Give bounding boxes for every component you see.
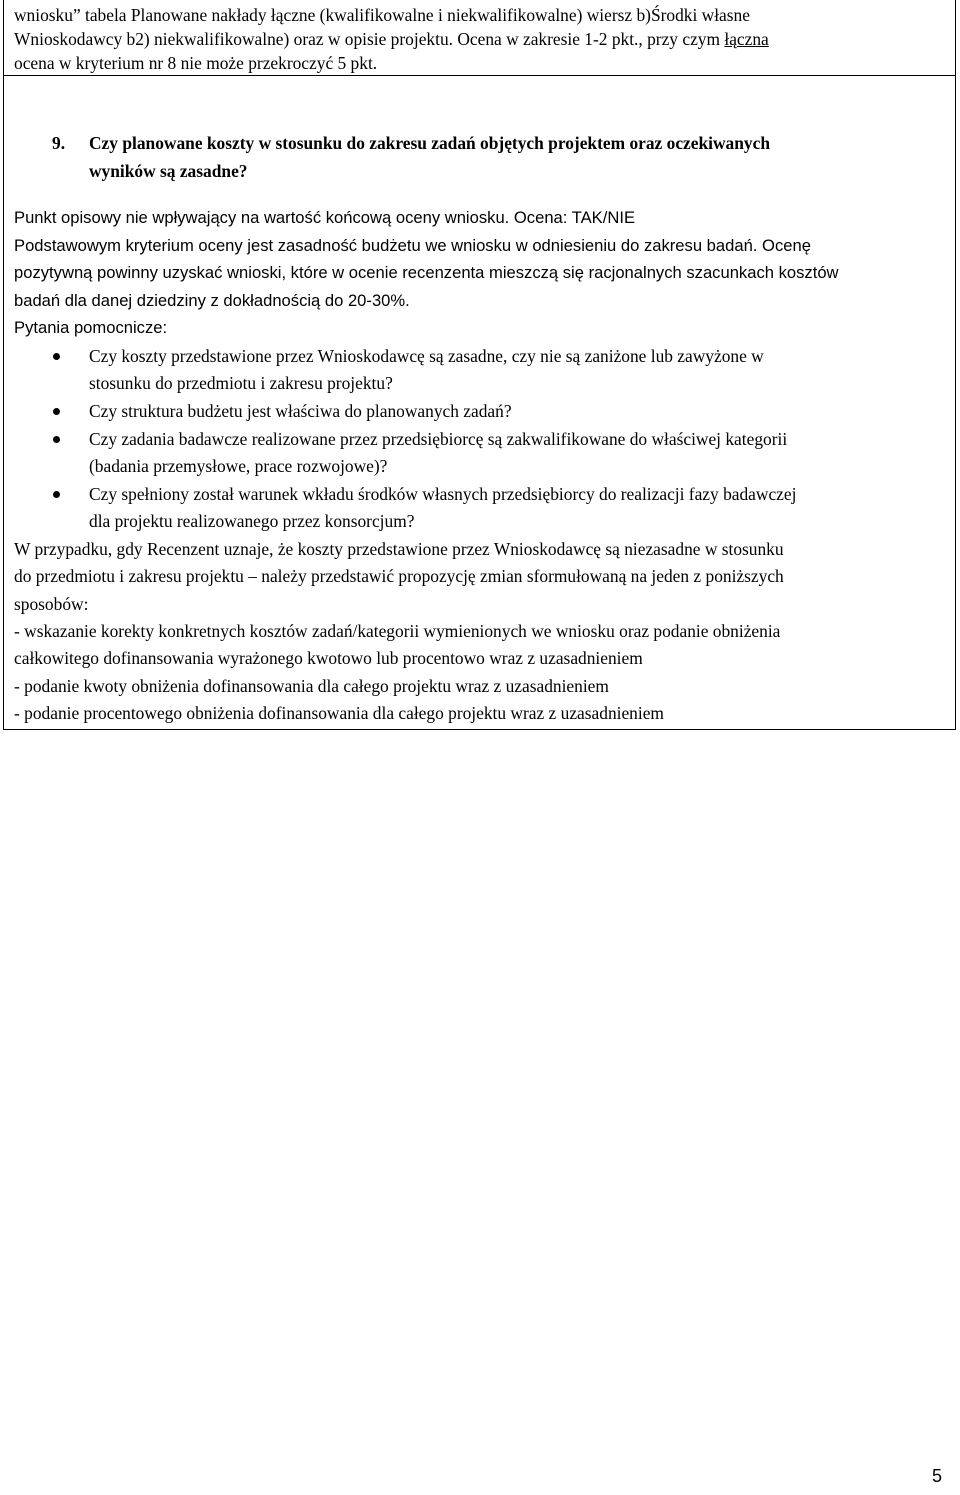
- bullet-icon: [53, 353, 60, 360]
- questions-label: Pytania pomocnicze:: [14, 318, 168, 337]
- question-1-line-1: Czy koszty przedstawione przez Wnioskodawcę są zasadne, czy nie są zaniżone lub zawyżone w: [89, 346, 764, 366]
- paragraph-2-line-1: W przypadku, gdy Recenzent uznaje, że koszty przedstawione przez Wnioskodawcę są niezasadne w stosunku: [14, 539, 784, 559]
- question-4-line-2: dla projektu realizowanego przez konsorcjum?: [89, 511, 415, 531]
- section-description: Punkt opisowy nie wpływający na wartość końcową oceny wniosku. Ocena: TAK/NIE: [14, 208, 636, 227]
- paragraph-2-line-4: - wskazanie korekty konkretnych kosztów zadań/kategorii wymienionych we wniosku oraz podanie obniżenia: [14, 621, 781, 641]
- top-text-line-2: [14, 28, 769, 50]
- paragraph-1-line-1: Podstawowym kryterium oceny jest zasadność budżetu we wniosku w odniesieniu do zakresu badań. Ocenę: [14, 236, 811, 255]
- section-heading-line-2: wyników są zasadne?: [89, 161, 248, 181]
- top-text-line-2-main: Wnioskodawcy b2) niekwalifikowalne) oraz w opisie projektu. Ocena w zakresie 1-2 pkt., przy czym: [14, 29, 725, 49]
- top-text-line-3: ocena w kryterium nr 8 nie może przekroczyć 5 pkt.: [14, 53, 378, 73]
- paragraph-1-line-2: pozytywną powinny uzyskać wnioski, które w ocenie recenzenta mieszczą się racjonalnych szacunkach kosztów: [14, 263, 839, 282]
- question-3-line-2: (badania przemysłowe, prace rozwojowe)?: [89, 456, 388, 476]
- question-3-line-1: Czy zadania badawcze realizowane przez przedsiębiorcę są zakwalifikowane do właściwej kategorii: [89, 429, 788, 449]
- underlined-word: łączna: [724, 29, 769, 49]
- section-heading-line-1: Czy planowane koszty w stosunku do zakresu zadań objętych projektem oraz oczekiwanych: [89, 133, 770, 153]
- paragraph-2-line-2: do przedmiotu i zakresu projektu – należy przedstawić propozycję zmian sformułowaną na jeden z poniższych: [14, 566, 784, 586]
- paragraph-2-line-7: - podanie procentowego obniżenia dofinansowania dla całego projektu wraz z uzasadnieniem: [14, 703, 664, 723]
- bullet-icon: [53, 491, 60, 498]
- question-1-line-2: stosunku do przedmiotu i zakresu projektu?: [89, 373, 393, 393]
- paragraph-1-line-3: badań dla danej dziedziny z dokładnością do 20-30%.: [14, 291, 410, 310]
- question-2-line-1: Czy struktura budżetu jest właściwa do planowanych zadań?: [89, 401, 512, 421]
- section-number: 9.: [52, 133, 66, 153]
- page-number: 5: [931, 1466, 942, 1486]
- bullet-icon: [53, 436, 60, 443]
- question-4-line-1: Czy spełniony został warunek wkładu środków własnych przedsiębiorcy do realizacji fazy badawczej: [89, 484, 797, 504]
- top-text-line-1: wniosku” tabela Planowane nakłady łączne (kwalifikowalne i niekwalifikowalne) wiersz b)Środki własne: [14, 5, 750, 25]
- paragraph-2-line-5: całkowitego dofinansowania wyrażonego kwotowo lub procentowo wraz z uzasadnieniem: [14, 648, 643, 668]
- paragraph-2-line-6: - podanie kwoty obniżenia dofinansowania dla całego projektu wraz z uzasadnieniem: [14, 676, 609, 696]
- bullet-icon: [53, 408, 60, 415]
- paragraph-2-line-3: sposobów:: [14, 594, 89, 614]
